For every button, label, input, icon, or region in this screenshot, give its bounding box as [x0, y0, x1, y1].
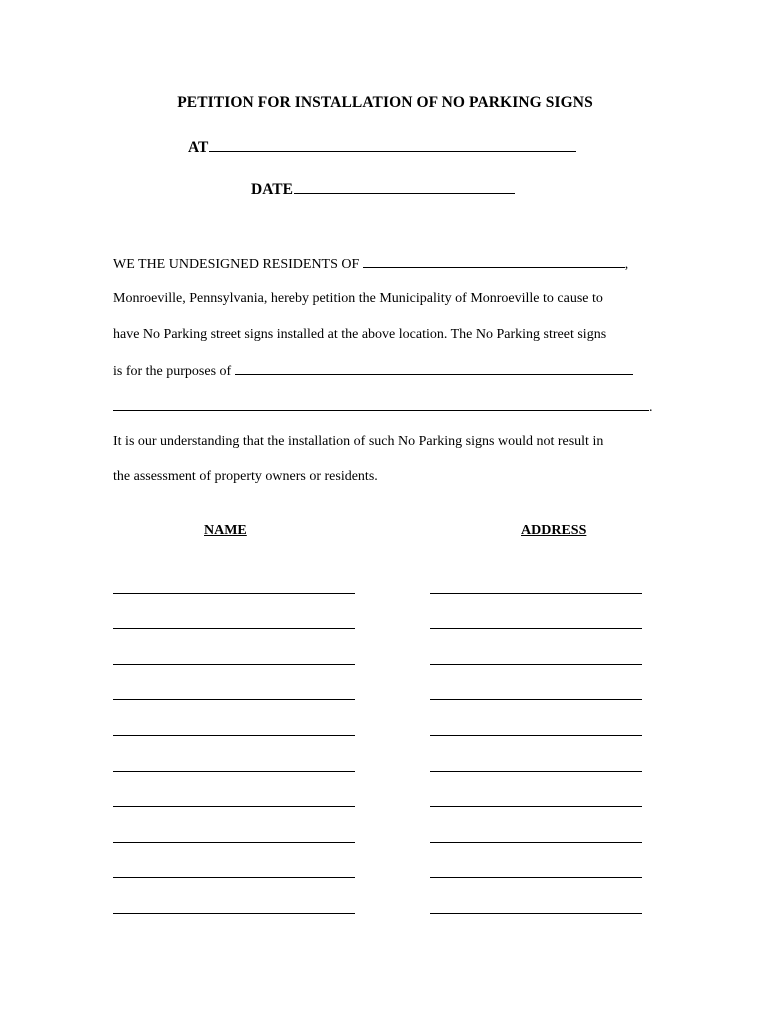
purposes-continuation-blank[interactable] — [113, 398, 649, 411]
address-signature-line[interactable] — [430, 771, 642, 772]
residents-of-text: WE THE UNDESIGNED RESIDENTS OF — [113, 257, 363, 272]
paragraph1-line2: Monroeville, Pennsylvania, hereby petition the Municipality of Monroeville to cause to — [113, 291, 603, 306]
address-signature-line[interactable] — [430, 699, 642, 700]
address-signature-line[interactable] — [430, 664, 642, 665]
paragraph2-line2: the assessment of property owners or residents. — [113, 469, 378, 484]
date-line — [251, 179, 515, 199]
address-signature-line[interactable] — [430, 735, 642, 736]
name-signature-line[interactable] — [113, 806, 355, 807]
name-signature-line[interactable] — [113, 699, 355, 700]
at-location-line — [188, 137, 576, 157]
paragraph1-line4 — [113, 362, 633, 380]
address-signature-line[interactable] — [430, 593, 642, 594]
name-column-header: NAME — [204, 523, 247, 538]
document-title: PETITION FOR INSTALLATION OF NO PARKING SIGNS — [177, 94, 593, 111]
paragraph1-line3: have No Parking street signs installed at the above location. The No Parking street signs — [113, 327, 607, 342]
paragraph2-line1: It is our understanding that the installation of such No Parking signs would not result in — [113, 434, 604, 449]
date-blank[interactable] — [294, 179, 515, 194]
name-signature-line[interactable] — [113, 771, 355, 772]
address-signature-line[interactable] — [430, 628, 642, 629]
date-label: DATE — [251, 181, 293, 198]
name-signature-line[interactable] — [113, 842, 355, 843]
at-location-blank[interactable] — [209, 137, 576, 152]
address-signature-line[interactable] — [430, 842, 642, 843]
paragraph1-line5 — [113, 398, 653, 416]
address-signature-line[interactable] — [430, 913, 642, 914]
at-label: AT — [188, 139, 209, 156]
address-column-header: ADDRESS — [521, 523, 587, 538]
name-signature-line[interactable] — [113, 913, 355, 914]
purposes-period: . — [649, 400, 653, 415]
name-signature-line[interactable] — [113, 664, 355, 665]
name-signature-line[interactable] — [113, 593, 355, 594]
paragraph1-line1 — [113, 255, 628, 273]
address-signature-line[interactable] — [430, 806, 642, 807]
address-signature-line[interactable] — [430, 877, 642, 878]
residents-of-blank[interactable] — [363, 255, 625, 268]
name-signature-line[interactable] — [113, 735, 355, 736]
residents-of-comma: , — [624, 257, 629, 272]
purposes-of-text: is for the purposes of — [113, 364, 235, 379]
name-signature-line[interactable] — [113, 628, 355, 629]
name-signature-line[interactable] — [113, 877, 355, 878]
purposes-blank[interactable] — [235, 362, 633, 375]
